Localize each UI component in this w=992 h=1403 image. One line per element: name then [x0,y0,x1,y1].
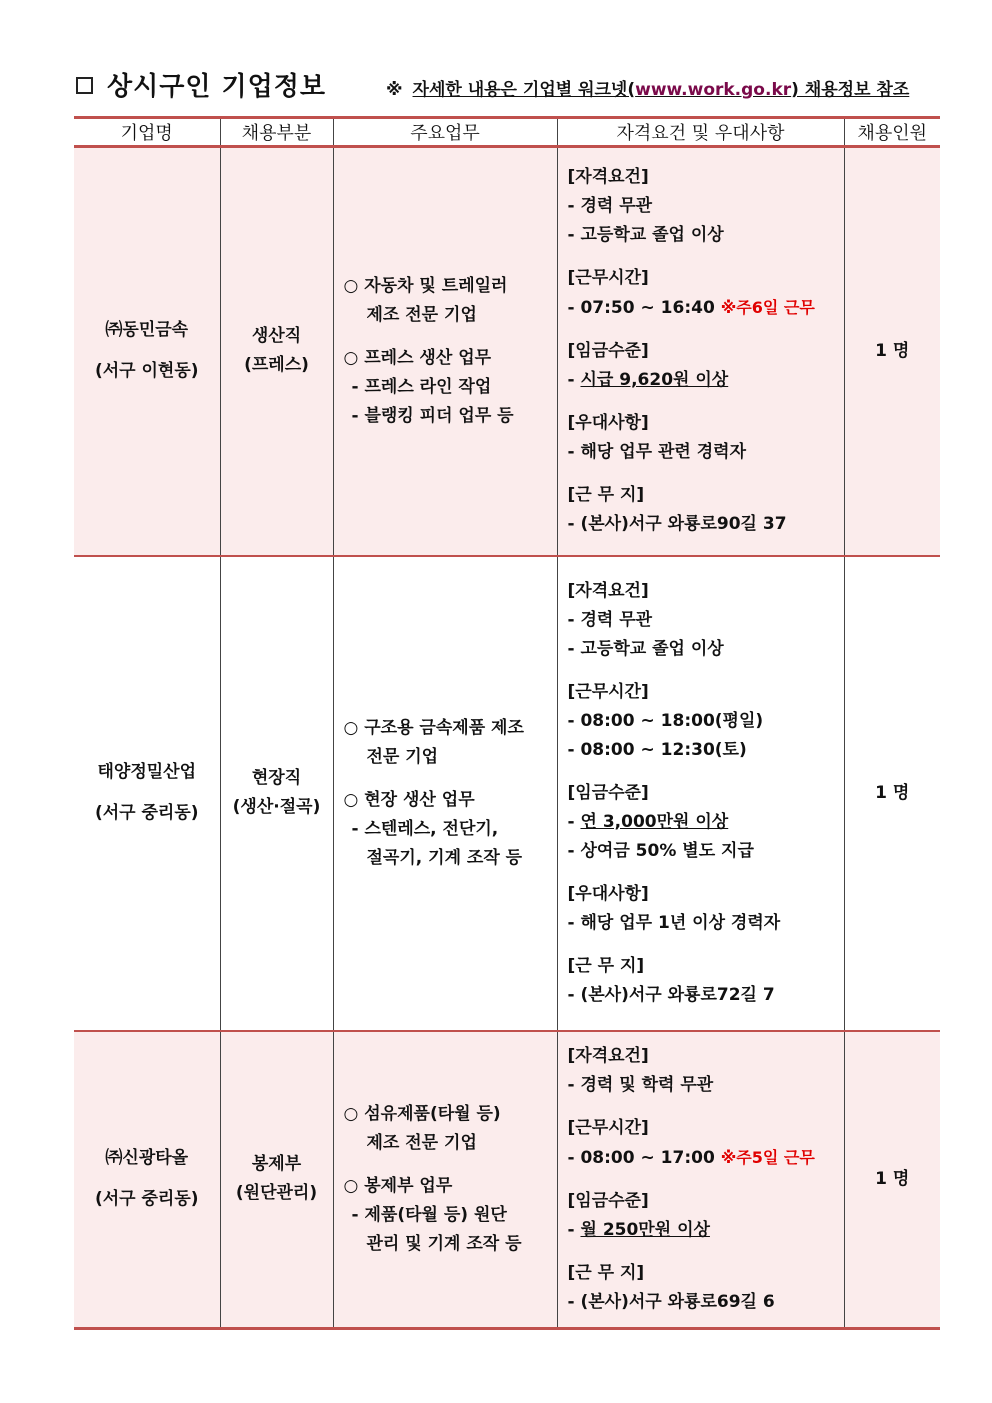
req-heading: [우대사항] [567,413,649,434]
col-header-company: 기업명 [74,118,220,147]
wage-value: 시급 9,620원 이상 [580,370,729,391]
col-header-headcount: 채용인원 [844,118,940,147]
work-hours: - 07:50 ~ 16:40 [567,298,715,319]
company-cell [74,147,220,556]
req-line: - 08:00 ~ 12:30(토) [567,739,747,760]
requirements-cell [557,556,844,1031]
task-line: ○ 봉제부 업무 [343,1175,453,1196]
task-line: ○ 프레스 생산 업무 [343,347,492,368]
department-name: 봉제부 [251,1154,302,1175]
req-heading: [근 무 지] [567,485,645,506]
task-line: ○ 구조용 금속제품 제조 [343,717,524,738]
work-days-note: ※주6일 근무 [720,298,815,318]
company-location: (서구 이현동) [94,361,199,382]
table-header-row [74,118,940,147]
note-end: ) 채용정보 참조 [791,80,910,100]
req-heading: [근무시간] [567,268,649,289]
table-row [74,1031,940,1329]
department-cell [220,147,333,556]
department-cell [220,1031,333,1329]
req-line: - (본사)서구 와룡로69길 6 [567,1291,775,1312]
col-header-main-tasks: 주요업무 [333,118,557,147]
task-line: 제조 전문 기업 [366,1132,477,1153]
req-line: - 고등학교 졸업 이상 [567,225,724,246]
worknet-reference-note [386,75,909,100]
reference-mark: ※ [386,80,403,100]
req-line: - 경력 무관 [567,609,653,630]
requirements-cell [557,1031,844,1329]
task-line: ○ 섬유제품(타월 등) [343,1103,501,1124]
table-row [74,556,940,1031]
req-line [568,808,838,837]
task-line: - 제품(타월 등) 원단 [351,1204,507,1225]
department-sub: (원단관리) [235,1183,318,1204]
req-heading: [자격요건] [567,167,649,188]
req-heading: [근 무 지] [567,1262,645,1283]
req-line: - 고등학교 졸업 이상 [567,638,724,659]
task-line: - 스텐레스, 전단기, [351,818,499,839]
task-line: - 프레스 라인 작업 [351,376,492,397]
note-text: 자세한 내용은 기업별 워크넷( [412,80,636,100]
req-heading: [임금수준] [567,341,649,362]
req-line: - 경력 및 학력 무관 [567,1074,714,1095]
req-heading: [근 무 지] [567,955,645,976]
req-line [568,1143,838,1173]
req-heading: [임금수준] [567,782,649,803]
company-cell [74,556,220,1031]
task-line: 제조 전문 기업 [366,304,477,325]
job-listing-table [74,116,940,1330]
req-line: - (본사)서구 와룡로72길 7 [567,984,775,1005]
req-heading: [자격요건] [567,1045,649,1066]
col-header-requirements: 자격요건 및 우대사항 [557,118,844,147]
table-row [74,147,940,556]
tasks-cell [333,556,557,1031]
req-line [568,366,838,395]
department-name: 생산직 [251,326,302,347]
department-cell [220,556,333,1031]
col-header-department: 채용부분 [220,118,333,147]
company-location: (서구 중리동) [94,1189,199,1210]
req-line: - 경력 무관 [567,196,653,217]
task-line: ○ 현장 생산 업무 [343,789,475,810]
company-name: 태양정밀산업 [97,762,197,782]
req-line [568,293,838,323]
req-line: - 해당 업무 1년 이상 경력자 [567,912,781,933]
company-name: ㈜신광타올 [105,1148,189,1169]
req-heading: [우대사항] [567,883,649,904]
company-cell [74,1031,220,1329]
department-name: 현장직 [251,768,302,788]
reference-text [413,80,910,100]
requirements-cell [557,147,844,556]
req-heading: [자격요건] [567,580,649,601]
req-line: - (본사)서구 와룡로90길 37 [567,514,787,535]
department-sub: (생산·절곡) [232,797,321,817]
req-line: - 상여금 50% 별도 지급 [567,840,754,861]
page-title-text: 상시구인 기업정보 [107,72,326,102]
req-line [568,1216,838,1245]
wage-value: 연 3,000만원 이상 [580,811,729,832]
tasks-cell [333,147,557,556]
task-line: 절곡기, 기계 조작 등 [366,847,523,868]
dash: - [567,811,581,832]
worknet-link[interactable]: www.work.go.kr [635,80,792,100]
company-location: (서구 중리동) [94,803,199,823]
headcount-cell: 1 명 [844,556,940,1031]
headcount-cell: 1 명 [844,1031,940,1329]
headcount-cell: 1 명 [844,147,940,556]
wage-value: 월 250만원 이상 [580,1219,710,1240]
task-line: 관리 및 기계 조작 등 [366,1233,522,1254]
department-sub: (프레스) [244,355,309,376]
page-title [76,66,326,103]
checkbox-square-icon [76,77,93,94]
task-line: - 블랭킹 피더 업무 등 [351,405,514,426]
req-heading: [임금수준] [567,1190,649,1211]
company-name: ㈜동민금속 [105,320,189,341]
req-heading: [근무시간] [567,1117,649,1138]
req-heading: [근무시간] [567,681,649,702]
work-hours: - 08:00 ~ 17:00 [567,1147,715,1168]
task-line: 전문 기업 [366,746,439,767]
req-line: - 해당 업무 관련 경력자 [567,442,747,463]
tasks-cell [333,1031,557,1329]
task-line: ○ 자동차 및 트레일러 [343,275,508,296]
work-days-note: ※주5일 근무 [720,1147,815,1167]
dash: - [567,1219,581,1240]
dash: - [567,370,581,391]
req-line: - 08:00 ~ 18:00(평일) [567,710,764,731]
